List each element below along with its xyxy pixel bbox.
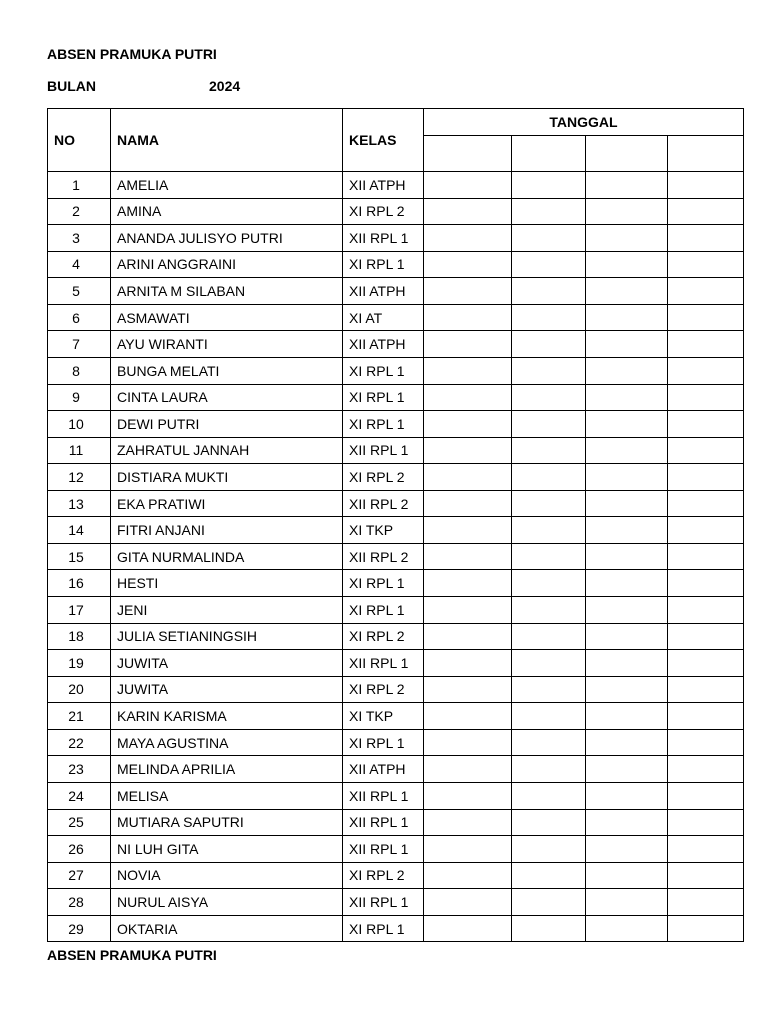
table-row xyxy=(48,225,744,252)
table-row xyxy=(48,862,744,889)
attendance-cell[interactable] xyxy=(512,915,586,942)
cell-nama: EKA PRATIWI xyxy=(111,490,343,517)
attendance-cell[interactable] xyxy=(586,543,668,570)
attendance-cell[interactable] xyxy=(668,836,744,863)
attendance-cell[interactable] xyxy=(668,357,744,384)
attendance-cell[interactable] xyxy=(512,490,586,517)
cell-no: 19 xyxy=(48,650,111,677)
attendance-cell[interactable] xyxy=(424,278,512,305)
cell-nama: AYU WIRANTI xyxy=(111,331,343,358)
attendance-cell[interactable] xyxy=(586,384,668,411)
attendance-cell[interactable] xyxy=(424,198,512,225)
table-row xyxy=(48,278,744,305)
cell-no: 1 xyxy=(48,172,111,199)
attendance-cell[interactable] xyxy=(586,411,668,438)
attendance-cell[interactable] xyxy=(512,411,586,438)
cell-nama: DEWI PUTRI xyxy=(111,411,343,438)
attendance-cell[interactable] xyxy=(586,756,668,783)
attendance-cell[interactable] xyxy=(512,676,586,703)
cell-nama: NOVIA xyxy=(111,862,343,889)
table-row xyxy=(48,198,744,225)
attendance-cell[interactable] xyxy=(668,304,744,331)
cell-nama: MELISA xyxy=(111,782,343,809)
cell-kelas: XII RPL 1 xyxy=(343,650,424,677)
cell-no: 7 xyxy=(48,331,111,358)
attendance-cell[interactable] xyxy=(668,517,744,544)
attendance-cell[interactable] xyxy=(424,437,512,464)
footer-title: ABSEN PRAMUKA PUTRI xyxy=(47,947,217,963)
cell-kelas: XI RPL 1 xyxy=(343,384,424,411)
table-row xyxy=(48,809,744,836)
header-row xyxy=(48,109,744,136)
cell-no: 22 xyxy=(48,729,111,756)
table-row xyxy=(48,703,744,730)
cell-no: 21 xyxy=(48,703,111,730)
cell-no: 5 xyxy=(48,278,111,305)
attendance-cell[interactable] xyxy=(586,357,668,384)
attendance-cell[interactable] xyxy=(586,437,668,464)
attendance-cell[interactable] xyxy=(424,703,512,730)
attendance-cell[interactable] xyxy=(586,331,668,358)
cell-kelas: XII RPL 2 xyxy=(343,490,424,517)
header-nama: NAMA xyxy=(111,109,343,172)
cell-no: 16 xyxy=(48,570,111,597)
attendance-cell[interactable] xyxy=(424,570,512,597)
table-row xyxy=(48,411,744,438)
attendance-cell[interactable] xyxy=(668,198,744,225)
attendance-cell[interactable] xyxy=(512,809,586,836)
attendance-cell[interactable] xyxy=(424,676,512,703)
date-cell[interactable] xyxy=(424,136,512,172)
attendance-cell[interactable] xyxy=(512,251,586,278)
attendance-cell[interactable] xyxy=(424,304,512,331)
attendance-cell[interactable] xyxy=(512,836,586,863)
cell-kelas: XI RPL 1 xyxy=(343,357,424,384)
cell-nama: JUWITA xyxy=(111,650,343,677)
cell-kelas: XII ATPH xyxy=(343,331,424,358)
attendance-cell[interactable] xyxy=(424,251,512,278)
cell-no: 28 xyxy=(48,889,111,916)
attendance-cell[interactable] xyxy=(668,331,744,358)
cell-kelas: XII RPL 1 xyxy=(343,225,424,252)
attendance-cell[interactable] xyxy=(424,597,512,624)
attendance-cell[interactable] xyxy=(668,782,744,809)
attendance-cell[interactable] xyxy=(586,464,668,491)
table-row xyxy=(48,437,744,464)
table-row xyxy=(48,915,744,942)
cell-kelas: XII RPL 1 xyxy=(343,889,424,916)
attendance-cell[interactable] xyxy=(668,543,744,570)
table-row xyxy=(48,729,744,756)
attendance-cell[interactable] xyxy=(668,915,744,942)
cell-nama: BUNGA MELATI xyxy=(111,357,343,384)
attendance-cell[interactable] xyxy=(586,729,668,756)
date-cell[interactable] xyxy=(668,136,744,172)
cell-nama: ASMAWATI xyxy=(111,304,343,331)
cell-nama: FITRI ANJANI xyxy=(111,517,343,544)
cell-nama: JUWITA xyxy=(111,676,343,703)
attendance-cell[interactable] xyxy=(586,570,668,597)
attendance-cell[interactable] xyxy=(424,357,512,384)
attendance-cell[interactable] xyxy=(512,331,586,358)
table-row xyxy=(48,543,744,570)
document-title: ABSEN PRAMUKA PUTRI xyxy=(47,46,217,62)
attendance-cell[interactable] xyxy=(424,172,512,199)
cell-no: 8 xyxy=(48,357,111,384)
cell-nama: DISTIARA MUKTI xyxy=(111,464,343,491)
table-row xyxy=(48,570,744,597)
cell-kelas: XI RPL 1 xyxy=(343,597,424,624)
attendance-cell[interactable] xyxy=(668,676,744,703)
cell-no: 25 xyxy=(48,809,111,836)
date-cell[interactable] xyxy=(586,136,668,172)
cell-kelas: XI AT xyxy=(343,304,424,331)
table-row xyxy=(48,464,744,491)
attendance-cell[interactable] xyxy=(512,437,586,464)
attendance-cell[interactable] xyxy=(424,836,512,863)
cell-nama: MUTIARA SAPUTRI xyxy=(111,809,343,836)
cell-kelas: XI RPL 1 xyxy=(343,251,424,278)
attendance-cell[interactable] xyxy=(424,623,512,650)
attendance-cell[interactable] xyxy=(586,597,668,624)
attendance-cell[interactable] xyxy=(512,517,586,544)
attendance-cell[interactable] xyxy=(512,782,586,809)
attendance-cell[interactable] xyxy=(586,889,668,916)
table-body xyxy=(48,172,744,942)
attendance-cell[interactable] xyxy=(668,756,744,783)
attendance-cell[interactable] xyxy=(668,862,744,889)
cell-no: 10 xyxy=(48,411,111,438)
attendance-cell[interactable] xyxy=(424,517,512,544)
cell-kelas: XII RPL 1 xyxy=(343,782,424,809)
attendance-cell[interactable] xyxy=(424,543,512,570)
attendance-cell[interactable] xyxy=(424,915,512,942)
cell-nama: GITA NURMALINDA xyxy=(111,543,343,570)
attendance-cell[interactable] xyxy=(512,543,586,570)
table-row xyxy=(48,304,744,331)
cell-nama: MELINDA APRILIA xyxy=(111,756,343,783)
cell-kelas: XI RPL 2 xyxy=(343,862,424,889)
attendance-cell[interactable] xyxy=(424,756,512,783)
attendance-cell[interactable] xyxy=(512,862,586,889)
cell-no: 3 xyxy=(48,225,111,252)
header-no: NO xyxy=(48,109,111,172)
attendance-cell[interactable] xyxy=(668,225,744,252)
cell-no: 27 xyxy=(48,862,111,889)
attendance-cell[interactable] xyxy=(512,729,586,756)
attendance-cell[interactable] xyxy=(512,570,586,597)
cell-nama: NURUL AISYA xyxy=(111,889,343,916)
cell-nama: AMINA xyxy=(111,198,343,225)
attendance-cell[interactable] xyxy=(586,782,668,809)
table-row xyxy=(48,782,744,809)
attendance-cell[interactable] xyxy=(586,862,668,889)
attendance-cell[interactable] xyxy=(512,597,586,624)
attendance-cell[interactable] xyxy=(586,172,668,199)
table-row xyxy=(48,490,744,517)
table-row xyxy=(48,650,744,677)
attendance-cell[interactable] xyxy=(512,650,586,677)
cell-nama: CINTA LAURA xyxy=(111,384,343,411)
cell-nama: ZAHRATUL JANNAH xyxy=(111,437,343,464)
cell-no: 4 xyxy=(48,251,111,278)
cell-kelas: XI TKP xyxy=(343,517,424,544)
cell-no: 24 xyxy=(48,782,111,809)
attendance-cell[interactable] xyxy=(668,597,744,624)
attendance-cell[interactable] xyxy=(424,490,512,517)
attendance-cell[interactable] xyxy=(512,703,586,730)
cell-kelas: XII RPL 1 xyxy=(343,437,424,464)
attendance-cell[interactable] xyxy=(512,464,586,491)
attendance-cell[interactable] xyxy=(586,809,668,836)
attendance-cell[interactable] xyxy=(586,225,668,252)
cell-no: 13 xyxy=(48,490,111,517)
table-row xyxy=(48,172,744,199)
cell-no: 2 xyxy=(48,198,111,225)
attendance-cell[interactable] xyxy=(668,623,744,650)
table-row xyxy=(48,889,744,916)
attendance-cell[interactable] xyxy=(586,251,668,278)
attendance-cell[interactable] xyxy=(668,464,744,491)
cell-nama: NI LUH GITA xyxy=(111,836,343,863)
attendance-cell[interactable] xyxy=(424,225,512,252)
cell-no: 17 xyxy=(48,597,111,624)
attendance-cell[interactable] xyxy=(586,623,668,650)
attendance-cell[interactable] xyxy=(668,889,744,916)
attendance-cell[interactable] xyxy=(512,623,586,650)
cell-no: 18 xyxy=(48,623,111,650)
table-row xyxy=(48,251,744,278)
attendance-cell[interactable] xyxy=(512,278,586,305)
attendance-cell[interactable] xyxy=(512,172,586,199)
header-tanggal: TANGGAL xyxy=(424,109,744,136)
attendance-cell[interactable] xyxy=(424,809,512,836)
table-row xyxy=(48,357,744,384)
attendance-cell[interactable] xyxy=(586,198,668,225)
attendance-cell[interactable] xyxy=(512,756,586,783)
cell-kelas: XI RPL 1 xyxy=(343,729,424,756)
attendance-cell[interactable] xyxy=(586,517,668,544)
attendance-table xyxy=(47,108,744,942)
attendance-cell[interactable] xyxy=(424,331,512,358)
cell-kelas: XII ATPH xyxy=(343,172,424,199)
cell-no: 26 xyxy=(48,836,111,863)
attendance-cell[interactable] xyxy=(512,198,586,225)
attendance-cell[interactable] xyxy=(424,464,512,491)
attendance-cell[interactable] xyxy=(668,703,744,730)
table-row xyxy=(48,676,744,703)
attendance-cell[interactable] xyxy=(424,650,512,677)
cell-kelas: XI RPL 1 xyxy=(343,570,424,597)
attendance-cell[interactable] xyxy=(512,357,586,384)
cell-kelas: XI RPL 1 xyxy=(343,915,424,942)
cell-no: 9 xyxy=(48,384,111,411)
attendance-cell[interactable] xyxy=(586,650,668,677)
cell-kelas: XI RPL 2 xyxy=(343,464,424,491)
cell-nama: JULIA SETIANINGSIH xyxy=(111,623,343,650)
header-kelas: KELAS xyxy=(343,109,424,172)
attendance-cell[interactable] xyxy=(668,172,744,199)
attendance-cell[interactable] xyxy=(512,889,586,916)
attendance-cell[interactable] xyxy=(424,384,512,411)
cell-no: 15 xyxy=(48,543,111,570)
attendance-cell[interactable] xyxy=(668,650,744,677)
table-row xyxy=(48,384,744,411)
table-row xyxy=(48,331,744,358)
table-row xyxy=(48,836,744,863)
cell-no: 6 xyxy=(48,304,111,331)
cell-kelas: XI RPL 2 xyxy=(343,623,424,650)
cell-no: 14 xyxy=(48,517,111,544)
cell-nama: OKTARIA xyxy=(111,915,343,942)
attendance-cell[interactable] xyxy=(424,729,512,756)
attendance-cell[interactable] xyxy=(586,304,668,331)
table-row xyxy=(48,517,744,544)
cell-kelas: XI RPL 1 xyxy=(343,411,424,438)
attendance-cell[interactable] xyxy=(668,570,744,597)
table-row xyxy=(48,623,744,650)
cell-kelas: XII RPL 2 xyxy=(343,543,424,570)
cell-no: 29 xyxy=(48,915,111,942)
cell-kelas: XI RPL 2 xyxy=(343,676,424,703)
attendance-cell[interactable] xyxy=(586,676,668,703)
cell-no: 23 xyxy=(48,756,111,783)
attendance-cell[interactable] xyxy=(512,304,586,331)
attendance-cell[interactable] xyxy=(668,809,744,836)
attendance-cell[interactable] xyxy=(586,915,668,942)
attendance-cell[interactable] xyxy=(668,278,744,305)
cell-nama: ARINI ANGGRAINI xyxy=(111,251,343,278)
table-row xyxy=(48,597,744,624)
cell-nama: AMELIA xyxy=(111,172,343,199)
cell-kelas: XII ATPH xyxy=(343,278,424,305)
cell-no: 12 xyxy=(48,464,111,491)
cell-kelas: XII RPL 1 xyxy=(343,836,424,863)
attendance-cell[interactable] xyxy=(586,278,668,305)
attendance-cell[interactable] xyxy=(668,490,744,517)
cell-nama: JENI xyxy=(111,597,343,624)
cell-kelas: XI TKP xyxy=(343,703,424,730)
attendance-cell[interactable] xyxy=(424,411,512,438)
table-row xyxy=(48,756,744,783)
attendance-cell[interactable] xyxy=(668,251,744,278)
attendance-cell[interactable] xyxy=(586,490,668,517)
attendance-cell[interactable] xyxy=(424,862,512,889)
cell-kelas: XII ATPH xyxy=(343,756,424,783)
cell-nama: MAYA AGUSTINA xyxy=(111,729,343,756)
cell-nama: KARIN KARISMA xyxy=(111,703,343,730)
attendance-cell[interactable] xyxy=(668,384,744,411)
attendance-cell[interactable] xyxy=(512,225,586,252)
attendance-cell[interactable] xyxy=(586,703,668,730)
attendance-cell[interactable] xyxy=(512,384,586,411)
attendance-cell[interactable] xyxy=(668,729,744,756)
attendance-cell[interactable] xyxy=(424,782,512,809)
attendance-cell[interactable] xyxy=(586,836,668,863)
month-label: BULAN xyxy=(47,78,96,94)
year-label: 2024 xyxy=(209,78,241,94)
cell-kelas: XII RPL 1 xyxy=(343,809,424,836)
attendance-cell[interactable] xyxy=(668,411,744,438)
cell-nama: ARNITA M SILABAN xyxy=(111,278,343,305)
cell-no: 11 xyxy=(48,437,111,464)
cell-nama: HESTI xyxy=(111,570,343,597)
cell-nama: ANANDA JULISYO PUTRI xyxy=(111,225,343,252)
attendance-cell[interactable] xyxy=(668,437,744,464)
cell-kelas: XI RPL 2 xyxy=(343,198,424,225)
attendance-cell[interactable] xyxy=(424,889,512,916)
cell-no: 20 xyxy=(48,676,111,703)
date-cell[interactable] xyxy=(512,136,586,172)
